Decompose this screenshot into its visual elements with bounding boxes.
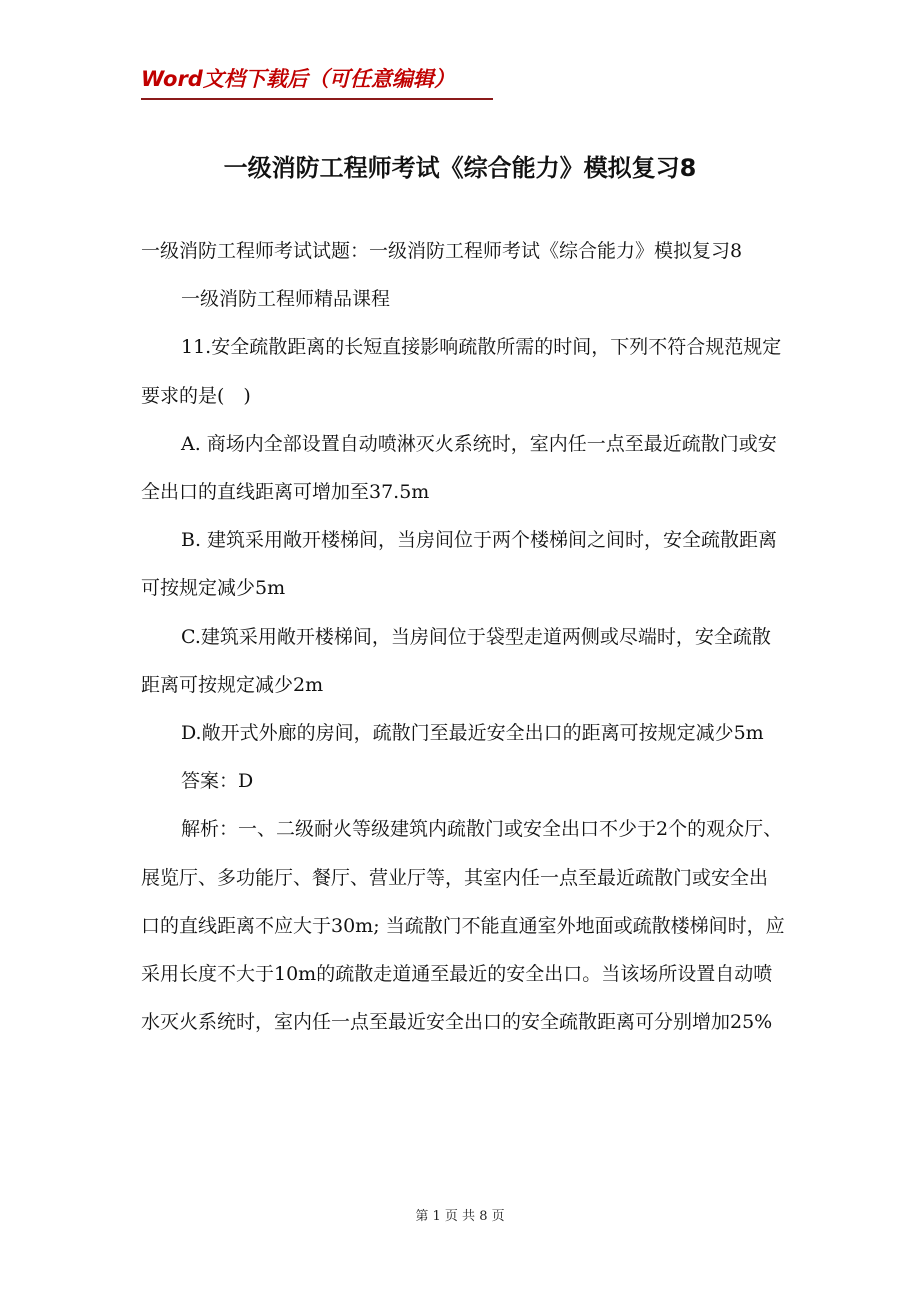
- page-footer: 第 1 页 共 8 页: [415, 1209, 505, 1224]
- header-text: Word文档下载后（可任意编辑）: [141, 67, 455, 91]
- option-b: B. 建筑采用敞开楼梯间，当房间位于两个楼梯间之间时，安全疏散距离可按规定减少5m: [141, 529, 778, 600]
- answer-paragraph: 答案：D: [181, 770, 254, 793]
- question-paragraph: 11.安全疏散距离的长短直接影响疏散所需的时间，下列不符合规范规定要求的是( ): [141, 336, 782, 407]
- intro-paragraph: 一级消防工程师考试试题：一级消防工程师考试《综合能力》模拟复习8: [141, 240, 743, 262]
- analysis-paragraph: 解析：一、二级耐火等级建筑内疏散门或安全出口不少于2个的观众厅、展览厅、多功能厅、餐厅、营业厅等，其室内任一点至最近疏散门或安全出口的直线距离不应大于30m; 当疏散门不能直通室外地面或疏散楼梯间时，应采用长度不大于10m的疏散走道通至最近的安全出口。当该场所设置自动喷水灭火系统时，室内任一点至最近安全出口的安全疏散距离可分别增加25%: [141, 818, 785, 1034]
- option-d: D.敞开式外廊的房间，疏散门至最近安全出口的距离可按规定减少5m: [181, 722, 764, 745]
- option-a: A. 商场内全部设置自动喷淋灭火系统时，室内任一点至最近疏散门或安全出口的直线距离可增加至37.5m: [141, 432, 777, 504]
- course-paragraph: 一级消防工程师精品课程: [181, 288, 391, 311]
- document-title: 一级消防工程师考试《综合能力》模拟复习8: [223, 154, 697, 182]
- document-body: [141, 227, 786, 1046]
- option-c: C.建筑采用敞开楼梯间，当房间位于袋型走道两侧或尽端时，安全疏散距离可按规定减少2m: [141, 625, 771, 696]
- page-header: [141, 64, 493, 100]
